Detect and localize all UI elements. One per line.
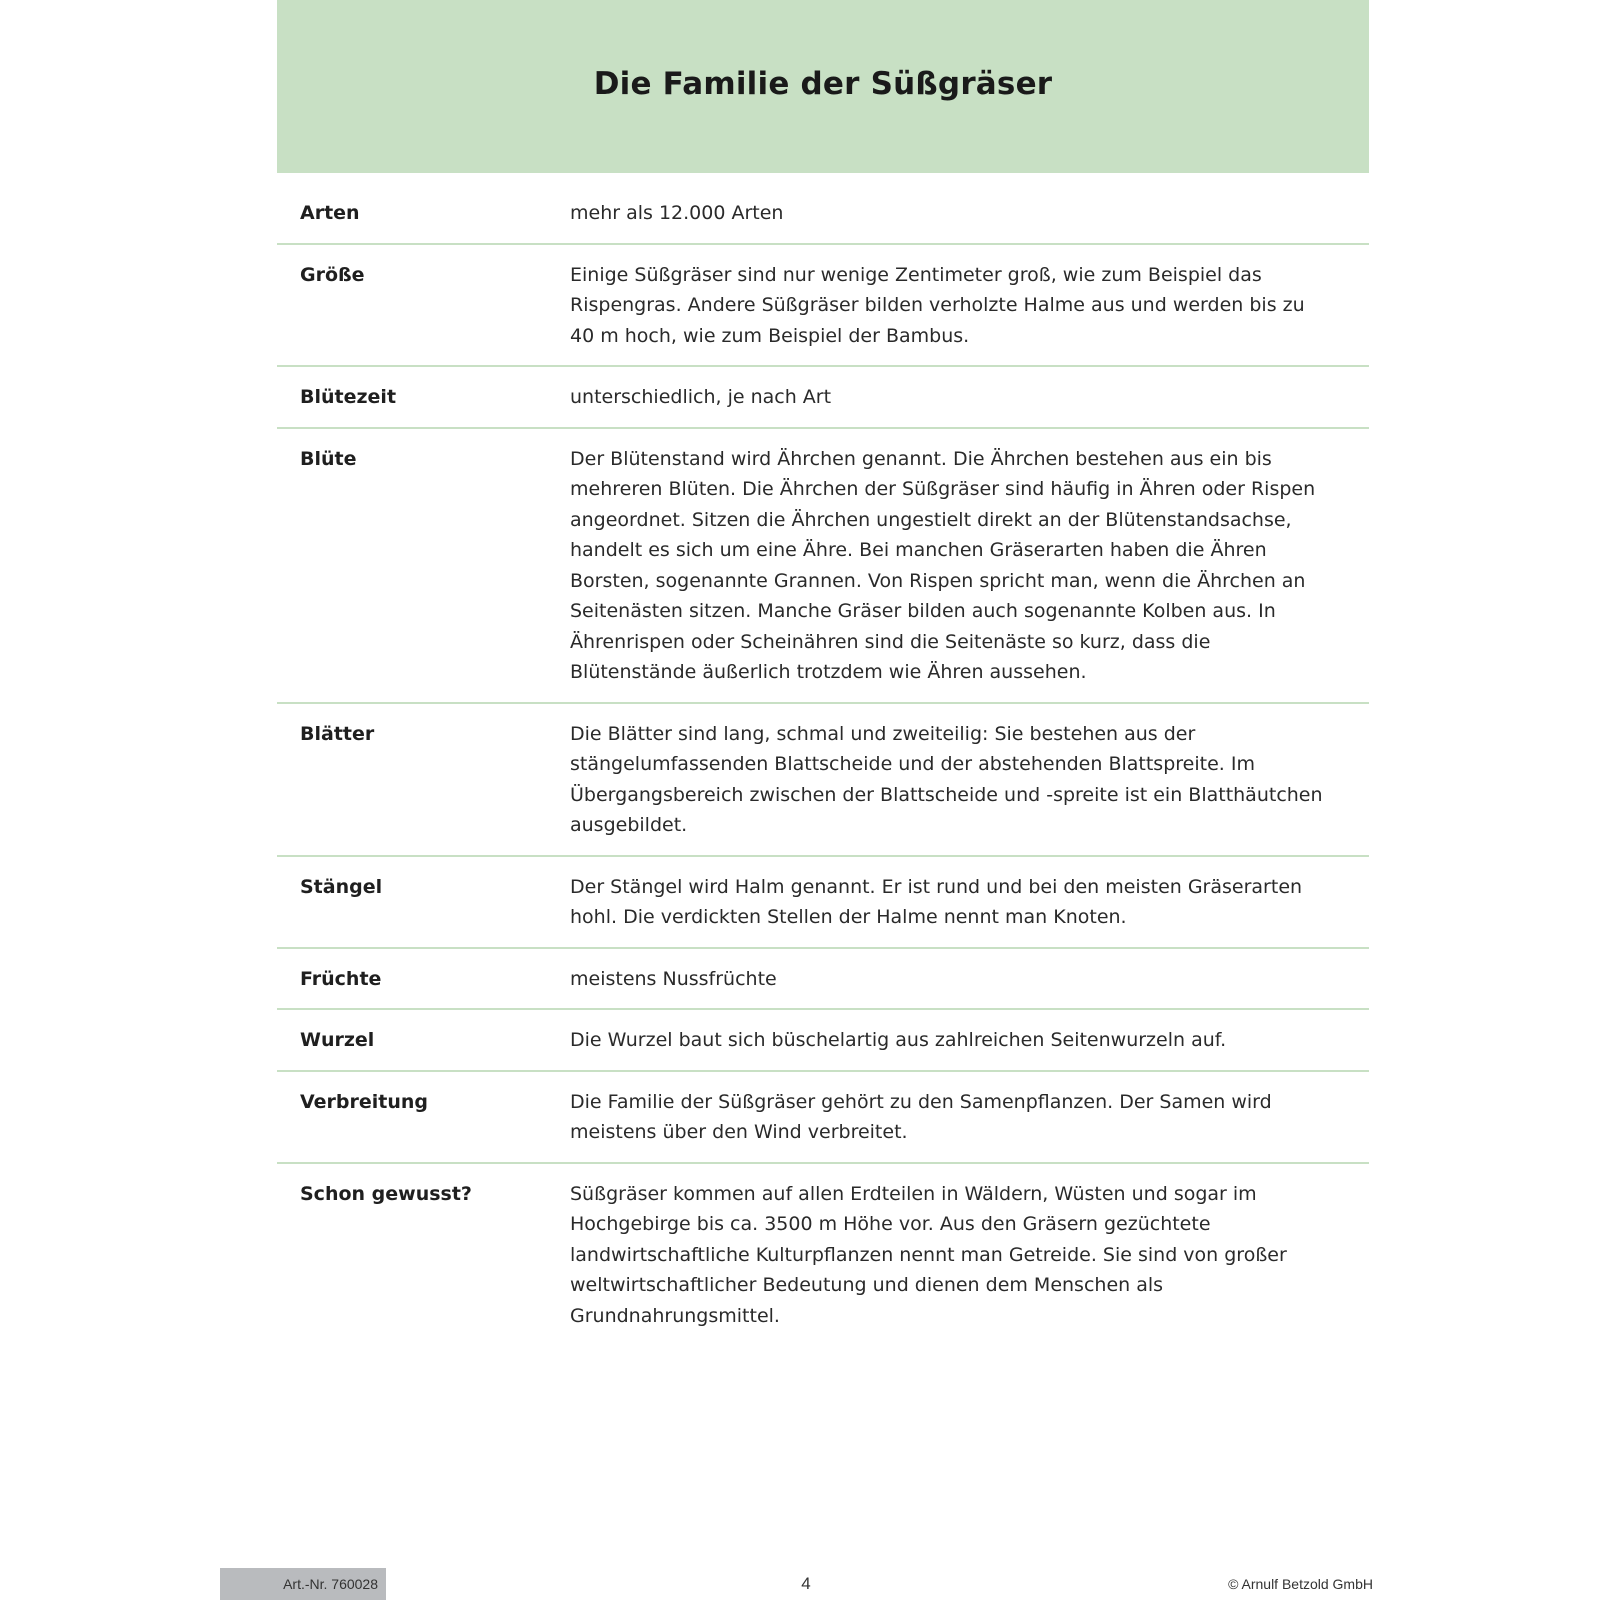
- fact-label: Blätter: [300, 722, 375, 745]
- fact-text: unterschiedlich, je nach Art: [570, 386, 832, 408]
- fact-row-staengel: [277, 857, 1369, 949]
- fact-text: Die Familie der Süßgräser gehört zu den Samenpflanzen. Der Samen wird meistens über den Wind verbreitet.: [570, 1090, 1272, 1143]
- fact-text: Die Wurzel baut sich büschelartig aus zahlreichen Seitenwurzeln auf.: [570, 1029, 1227, 1051]
- fact-text: Der Stängel wird Halm genannt. Er ist rund und bei den meisten Gräserarten hohl. Die verdickten Stellen der Halme nennt man Knoten.: [570, 875, 1303, 928]
- page-title: Die Familie der Süßgräser: [593, 66, 1053, 102]
- fact-row-fruechte: [277, 949, 1369, 1011]
- fact-row-blaetter: [277, 704, 1369, 857]
- fact-row-schon-gewusst: [277, 1164, 1369, 1346]
- fact-text: Süßgräser kommen auf allen Erdteilen in Wäldern, Wüsten und sogar im Hochgebirge bis ca. 3500 m Höhe vor. Aus den Gräsern gezüchtete landwirtschaftliche Kulturpflanzen nennt man Getreide. Sie sind von großer weltwirtschaftlicher Bedeutung und dienen dem Menschen als Grundnahrungsmittel.: [570, 1182, 1287, 1327]
- fact-label: Wurzel: [300, 1029, 375, 1051]
- page-number: 4: [801, 1574, 811, 1593]
- fact-row-wurzel: [277, 1010, 1369, 1072]
- fact-row-groesse: [277, 245, 1369, 368]
- copyright-notice: © Arnulf Betzold GmbH: [1228, 1576, 1373, 1592]
- fact-label: Blüte: [300, 447, 357, 470]
- article-number: Art.-Nr. 760028: [220, 1568, 386, 1600]
- title-band: [277, 0, 1369, 173]
- fact-row-arten: [277, 183, 1369, 245]
- fact-row-verbreitung: [277, 1072, 1369, 1164]
- fact-row-bluete: [277, 429, 1369, 704]
- fact-text: meistens Nussfrüchte: [570, 967, 777, 990]
- fact-label: Arten: [300, 202, 360, 224]
- fact-text: mehr als 12.000 Arten: [570, 202, 784, 224]
- fact-text: Die Blätter sind lang, schmal und zweiteilig: Sie bestehen aus der stängelumfassenden Blattscheide und der abstehenden Blattspreite. Im Übergangsbereich zwischen der Blattscheide und -spreite ist ein Blatthäutchen ausgebildet.: [570, 722, 1323, 836]
- fact-label: Früchte: [300, 967, 382, 990]
- fact-text: Der Blütenstand wird Ährchen genannt. Die Ährchen bestehen aus ein bis mehreren Blüten. Die Ährchen der Süßgräser sind häufig in Ähren oder Rispen angeordnet. Sitzen die Ährchen ungestielt direkt an der Blütenstandsachse, handelt es sich um eine Ähre. Bei manchen Gräserarten haben die Ähren Borsten, sogenannte Grannen. Von Rispen spricht man, wenn die Ährchen an Seitenästen sitzen. Manche Gräser bilden auch sogenannte Kolben aus. In Ährenrispen oder Scheinähren sind die Seitenäste so kurz, dass die Blütenstände äußerlich trotzdem wie Ähren aussehen.: [570, 447, 1316, 683]
- fact-text: Einige Süßgräser sind nur wenige Zentimeter groß, wie zum Beispiel das Rispengras. Andere Süßgräser bilden verholzte Halme aus und werden bis zu 40 m hoch, wie zum Beispiel der Bambus.: [570, 263, 1305, 347]
- fact-table: [277, 183, 1369, 1345]
- fact-label: Verbreitung: [300, 1090, 429, 1113]
- page-footer: [0, 1568, 1600, 1600]
- fact-row-bluetezeit: [277, 367, 1369, 429]
- fact-label: Größe: [300, 263, 365, 286]
- fact-label: Blütezeit: [300, 386, 397, 408]
- fact-label: Schon gewusst?: [300, 1182, 472, 1205]
- fact-label: Stängel: [300, 875, 383, 898]
